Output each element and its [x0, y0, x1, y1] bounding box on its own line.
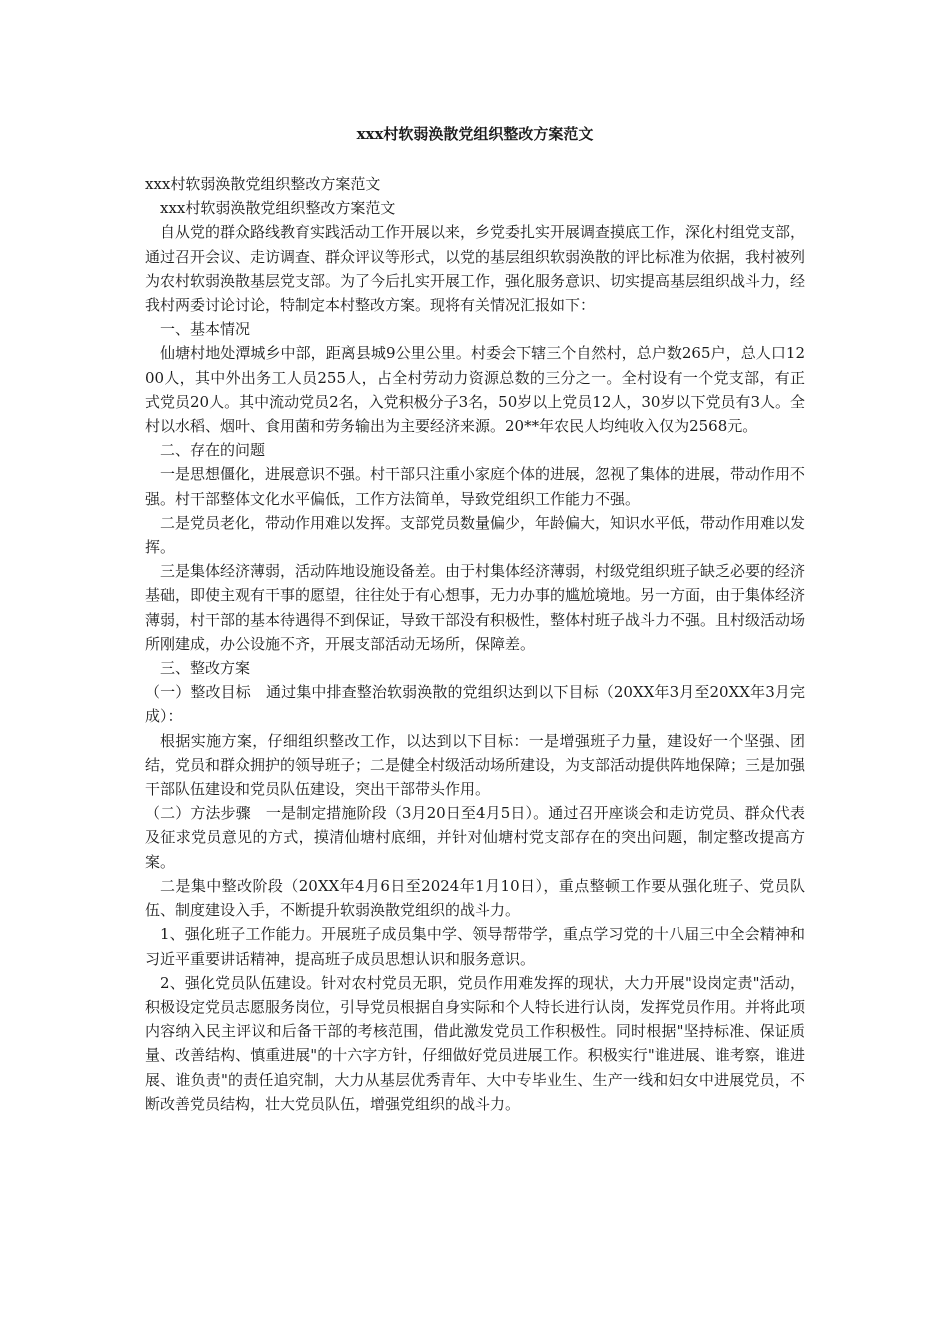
- document-title: xxx村软弱涣散党组织整改方案范文: [356, 125, 594, 143]
- paragraph: 根据实施方案，仔细组织整改工作，以达到以下目标：一是增强班子力量，建设好一个坚强、团结，党员和群众拥护的领导班子；二是健全村级活动场所建设，为支部活动提供阵地保障；三是加强干部队伍建设和党员队伍建设，突出干部带头作用。: [145, 731, 806, 799]
- paragraph: 一是思想僵化，进展意识不强。村干部只注重小家庭个体的进展，忽视了集体的进展，带动作用不强。村干部整体文化水平偏低，工作方法简单，导致党组织工作能力不强。: [145, 465, 806, 508]
- paragraph: （二）方法步骤 一是制定措施阶段（3月20日至4月5日）。通过召开座谈会和走访党员、群众代表及征求党员意见的方式，摸清仙塘村底细，并针对仙塘村党支部存在的突出问题，制定整改提高方案。: [145, 804, 805, 871]
- paragraph: （一）整改目标 通过集中排查整治软弱涣散的党组织达到以下目标（20XX年3月至20XX年3月完成）：: [145, 683, 805, 726]
- document-body: [145, 172, 805, 1116]
- paragraph: 2、强化党员队伍建设。针对农村党员无职，党员作用难发挥的现状，大力开展"设岗定责"活动，积极设定党员志愿服务岗位，引导党员根据自身实际和个人特长进行认岗，发挥党员作用。并将此项内容纳入民主评议和后备干部的考核范围，借此激发党员工作积极性。同时根据"坚持标准、保证质量、改善结构、慎重进展"的十六字方针，仔细做好党员进展工作。积极实行"谁进展、谁考察，谁进展、谁负责"的责任追究制，大力从基层优秀青年、大中专毕业生、生产一线和妇女中进展党员，不断改善党员结构，壮大党员队伍，增强党组织的战斗力。: [145, 973, 806, 1113]
- paragraph: 仙塘村地处潭城乡中部，距离县城9公里公里。村委会下辖三个自然村，总户数265户，总人口1200人，其中外出务工人员255人，占全村劳动力资源总数的三分之一。全村设有一个党支部，有正式党员20人。其中流动党员2名，入党积极分子3名，50岁以上党员12人，30岁以下党员有3人。全村以水稻、烟叶、食用菌和劳务输出为主要经济来源。20**年农民人均纯收入仅为2568元。: [145, 344, 805, 436]
- paragraph: xxx村软弱涣散党组织整改方案范文: [160, 199, 396, 218]
- paragraph: 三是集体经济薄弱，活动阵地设施设备差。由于村集体经济薄弱，村级党组织班子缺乏必要的经济基础，即使主观有干事的愿望，往往处于有心想事，无力办事的尴尬境地。另一方面，由于集体经济薄弱，村干部的基本待遇得不到保证，导致干部没有积极性，整体村班子战斗力不强。且村级活动场所刚建成，办公设施不齐，开展支部活动无场所，保障差。: [145, 562, 806, 653]
- document-page: [145, 124, 805, 1116]
- paragraph: 三、整改方案: [160, 659, 251, 678]
- paragraph: 自从党的群众路线教育实践活动工作开展以来，乡党委扎实开展调查摸底工作，深化村组党支部，通过召开会议、走访调查、群众评议等形式，以党的基层组织软弱涣散的评比标准为依据，我村被列为农村软弱涣散基层党支部。为了今后扎实开展工作，强化服务意识、切实提高基层组织战斗力，经我村两委讨论讨论，特制定本村整改方案。现将有关情况汇报如下：: [145, 223, 806, 315]
- paragraph: 二是党员老化，带动作用难以发挥。支部党员数量偏少，年龄偏大，知识水平低，带动作用难以发挥。: [145, 513, 806, 557]
- paragraph: 二、存在的问题: [160, 441, 266, 460]
- paragraph: 1、强化班子工作能力。开展班子成员集中学、领导帮带学，重点学习党的十八届三中全会精神和习近平重要讲话精神，提高班子成员思想认识和服务意识。: [145, 925, 805, 968]
- paragraph: 二是集中整改阶段（20XX年4月6日至2024年1月10日），重点整顿工作要从强化班子、党员队伍、制度建设入手，不断提升软弱涣散党组织的战斗力。: [145, 876, 805, 920]
- paragraph: xxx村软弱涣散党组织整改方案范文: [145, 175, 381, 193]
- paragraph: 一、基本情况: [160, 320, 251, 339]
